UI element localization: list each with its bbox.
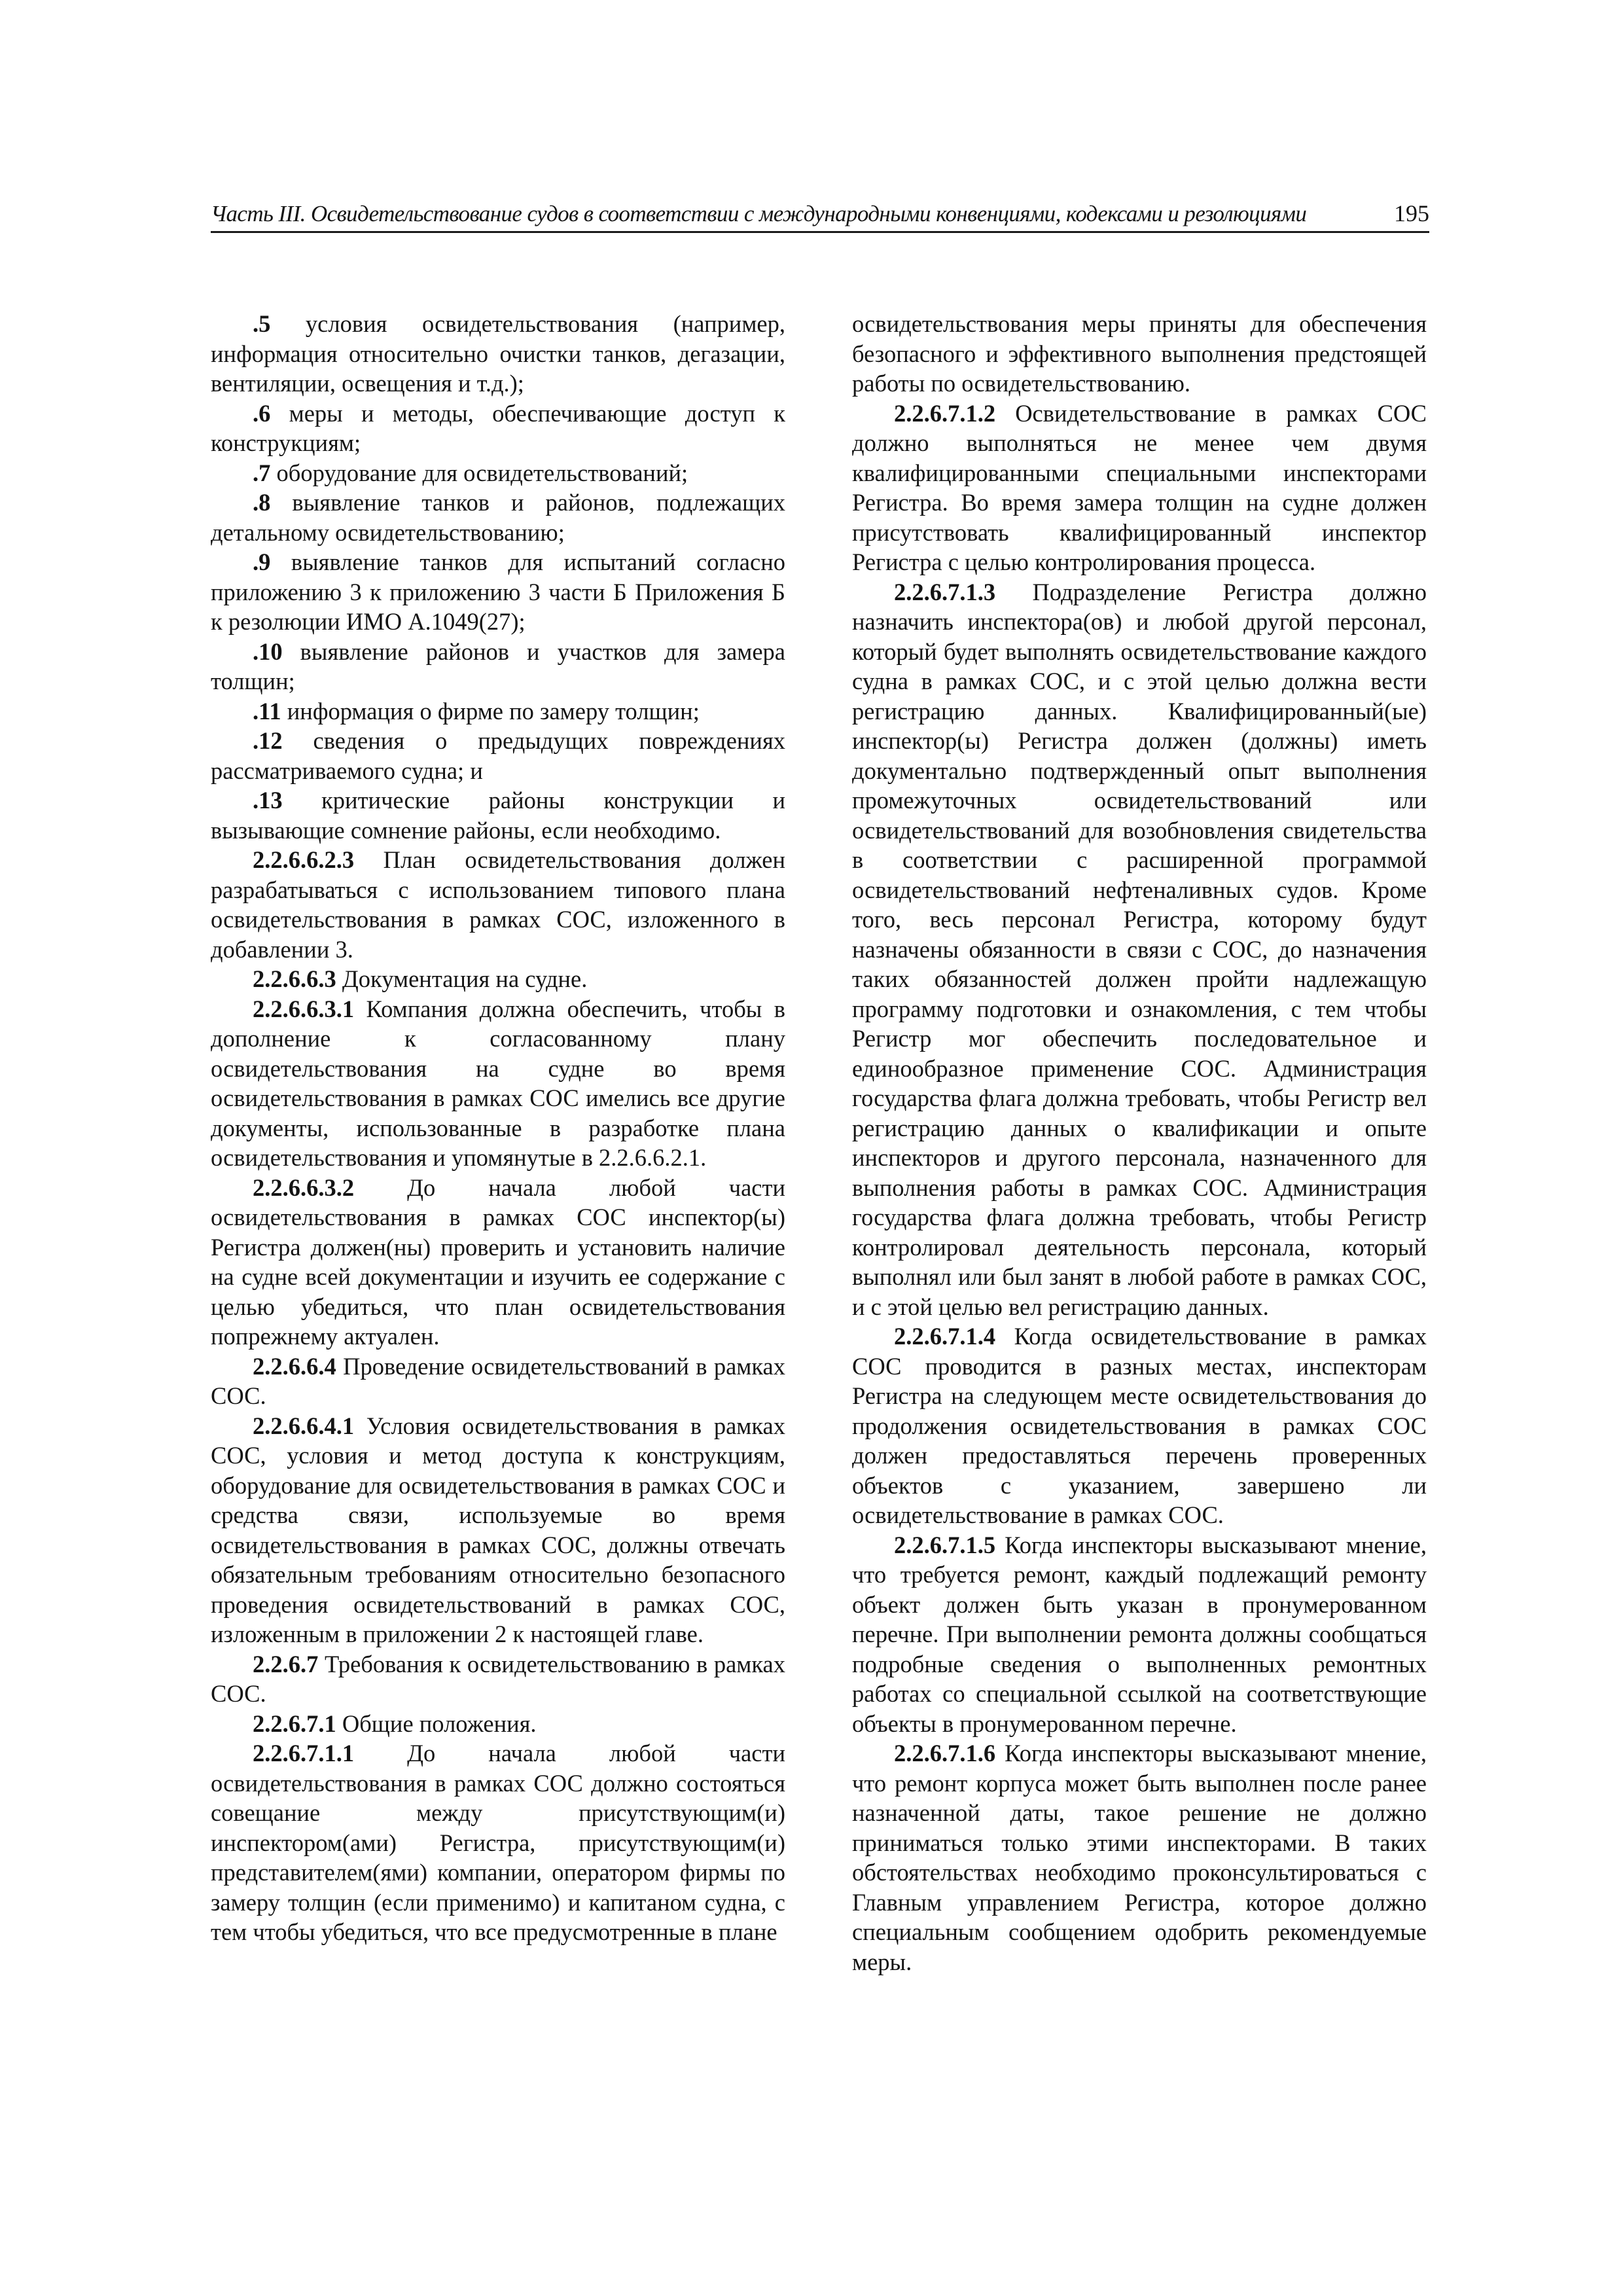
paragraph: 2.2.6.6.3.2 До начала любой части освидетельствования в рамках СОС инспектор(ы) Регистра должен(ны) проверить и установить наличие на судне всей документации и изучить ее содержание с целью убедиться, что план освидетельствования попрежнему актуален.: [211, 1174, 785, 1350]
paragraph: .10 выявление районов и участков для замера толщин;: [211, 637, 785, 694]
paragraph-continuation: освидетельствования меры приняты для обеспечения безопасного и эффективного выполнения предстоящей работы по освидетельствованию.: [852, 310, 1427, 397]
paragraph: 2.2.6.7 Требования к освидетельствованию в рамках СОС.: [211, 1650, 785, 1707]
paragraph: 2.2.6.7.1.4 Когда освидетельствование в рамках СОС проводится в разных местах, инспекторам Регистра на следующем месте освидетельствования до продолжения освидетельствования в рамках СОС должен предоставляться перечень проверенных объектов с указанием, завершено ли освидетельствование в рамках СОС.: [852, 1323, 1427, 1528]
running-header: [211, 196, 1429, 233]
paragraph: 2.2.6.7.1.6 Когда инспекторы высказывают мнение, что ремонт корпуса может быть выполнен после ранее назначенной даты, такое решение не должно приниматься только этими инспекторами. В таких обстоятельствах необходимо проконсультироваться с Главным управлением Регистра, которое должно специальным сообщением одобрить рекомендуемые меры.: [852, 1740, 1427, 1975]
paragraph: .13 критические районы конструкции и вызывающие сомнение районы, если необходимо.: [211, 787, 785, 844]
paragraph: .12 сведения о предыдущих повреждениях рассматриваемого судна; и: [211, 727, 785, 784]
page-number: 195: [1394, 200, 1429, 226]
paragraph: 2.2.6.7.1.5 Когда инспекторы высказывают мнение, что требуется ремонт, каждый подлежащий ремонту объект должен быть указан в пронумерованном перечне. При выполнении ремонта должны сообщаться подробные сведения о выполненных ремонтных работах со специальной ссылкой на соответствующие объекты в пронумерованном перечне.: [852, 1531, 1427, 1737]
paragraph: .11 информация о фирме по замеру толщин;: [253, 697, 700, 725]
paragraph: .5 условия освидетельствования (например, информация относительно очистки танков, дегазации, вентиляции, освещения и т.д.);: [211, 310, 785, 397]
right-column: [852, 309, 1427, 2089]
paragraph: 2.2.6.6.4 Проведение освидетельствований в рамках СОС.: [211, 1352, 785, 1409]
paragraph: 2.2.6.7.1 Общие положения.: [253, 1710, 537, 1737]
paragraph: .7 оборудование для освидетельствований;: [253, 459, 688, 486]
paragraph: .6 меры и методы, обеспечивающие доступ к конструкциям;: [211, 399, 785, 456]
header-title: Часть III. Освидетельствование судов в соответствии с международными конвенциями, кодексами и резолюциями: [211, 201, 1307, 226]
paragraph: 2.2.6.6.3.1 Компания должна обеспечить, чтобы в дополнение к согласованному плану освидетельствования на судне во время освидетельствования в рамках СОС имелись все другие документы, использованные в разработке плана освидетельствования и упомянутые в 2.2.6.6.2.1.: [211, 995, 785, 1171]
paragraph: 2.2.6.6.3 Документация на судне.: [253, 965, 588, 992]
paragraph: 2.2.6.7.1.1 До начала любой части освидетельствования в рамках СОС должно состояться совещание между присутствующим(и) инспектором(ами) Регистра, присутствующим(и) представителем(ями) компании, оператором фирмы по замеру толщин (если применимо) и капитаном судна, с тем чтобы убедиться, что все предусмотренные в плане: [211, 1740, 785, 1945]
paragraph: 2.2.6.6.4.1 Условия освидетельствования в рамках СОС, условия и метод доступа к конструкциям, оборудование для освидетельствования в рамках СОС и средства связи, используемые во время освидетельствования в рамках СОС, должны отвечать обязательным требованиям относительно безопасного проведения освидетельствований в рамках СОС, изложенным в приложении 2 к настоящей главе.: [211, 1412, 785, 1647]
paragraph: 2.2.6.6.2.3 План освидетельствования должен разрабатываться с использованием типового плана освидетельствования в рамках СОС, изложенного в добавлении 3.: [211, 846, 785, 963]
paragraph: .8 выявление танков и районов, подлежащих детальному освидетельствованию;: [211, 489, 785, 546]
left-column: [211, 309, 785, 2089]
paragraph: .9 выявление танков для испытаний согласно приложению 3 к приложению 3 части Б Приложения Б к резолюции ИМО А.1049(27);: [211, 548, 785, 635]
paragraph: 2.2.6.7.1.2 Освидетельствование в рамках СОС должно выполняться не менее чем двумя квалифицированными специальными инспекторами Регистра. Во время замера толщин на судне должен присутствовать квалифицированный инспектор Регистра с целью контролирования процесса.: [852, 399, 1427, 575]
paragraph: 2.2.6.7.1.3 Подразделение Регистра должно назначить инспектора(ов) и любой другой персонал, который будет выполнять освидетельствование каждого судна в рамках СОС, и с этой целью должна вести регистрацию данных. Квалифицированный(ые) инспектор(ы) Регистра должен (должны) иметь документально подтвержденный опыт выполнения промежуточных освидетельствований или освидетельствований для возобновления свидетельства в соответствии с расширенной программой освидетельствований нефтеналивных судов. Кроме того, весь персонал Регистра, которому будут назначены обязанности в связи с СОС, до назначения таких обязанностей должен пройти надлежащую программу подготовки и ознакомления, с тем чтобы Регистр мог обеспечить последовательное и единообразное применение СОС. Администрация государства флага должна требовать, чтобы Регистр вел регистрацию данных о квалификации и опыте инспекторов и другого персонала, назначенного для выполнения работы в рамках СОС. Администрация государства флага должна требовать, чтобы Регистр контролировал деятельность персонала, который выполнял или был занят в любой работе в рамках СОС, и с этой целью вел регистрацию данных.: [852, 578, 1427, 1320]
